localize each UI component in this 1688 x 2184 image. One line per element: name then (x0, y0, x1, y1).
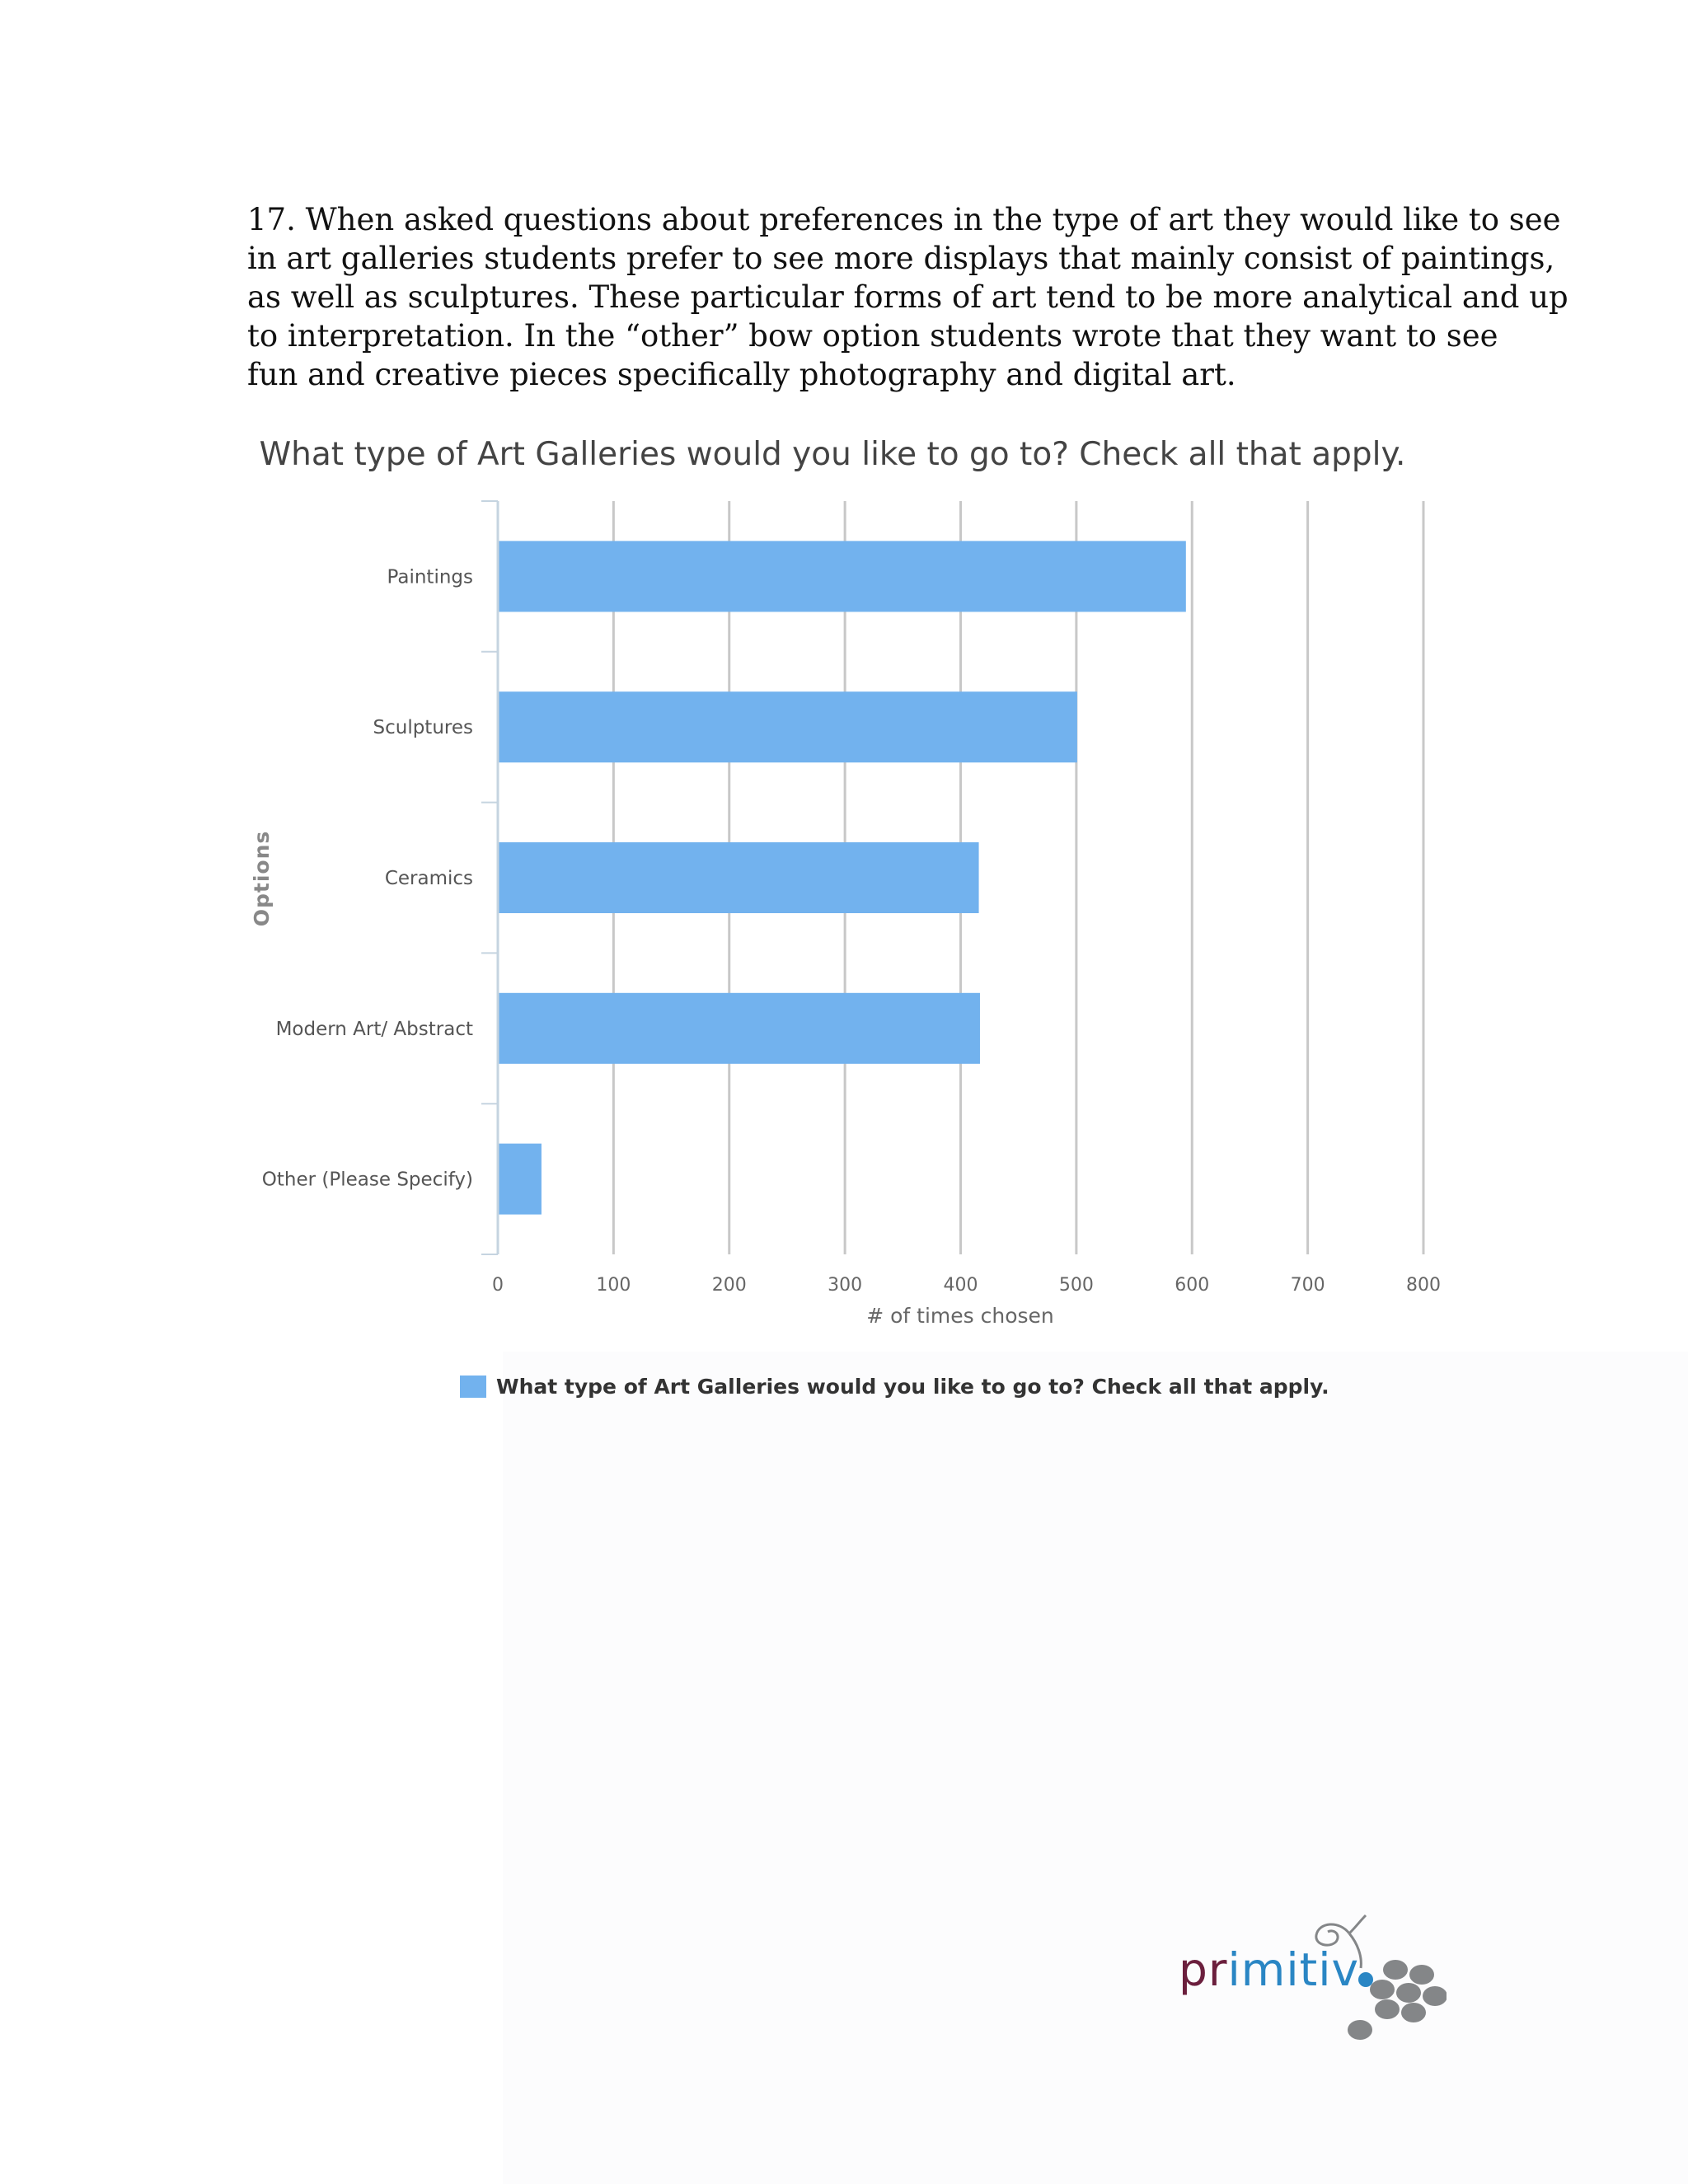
grape-icon (1401, 2003, 1426, 2022)
bar (499, 842, 979, 913)
grape-icon (1348, 2020, 1372, 2040)
logo-text-part2: imitiv (1227, 1943, 1360, 1996)
x-tick-label: 200 (711, 1275, 747, 1296)
grape-icon (1409, 1965, 1434, 1985)
logo-dot-icon (1358, 1972, 1373, 1987)
bar (499, 1144, 542, 1215)
grape-icon (1370, 1980, 1395, 1999)
x-tick-label: 800 (1406, 1275, 1441, 1296)
paragraph-line: to interpretation. In the “other” bow option students wrote that they want to see (247, 318, 1498, 354)
swirl-icon (1316, 1924, 1349, 1945)
bar (499, 691, 1077, 762)
category-label: Ceramics (384, 868, 473, 889)
grape-icon (1396, 1983, 1421, 2003)
chart-axes (481, 501, 498, 1254)
x-tick-label: 700 (1290, 1275, 1325, 1296)
x-tick-label: 600 (1175, 1275, 1210, 1296)
paragraph-line: as well as sculptures. These particular forms of art tend to be more analytical and up (247, 279, 1568, 315)
grape-icon (1423, 1986, 1447, 2006)
x-axis-title: # of times chosen (866, 1304, 1054, 1328)
category-label: Paintings (387, 566, 473, 588)
paragraph-line: in art galleries students prefer to see more displays that mainly consist of paintings, (247, 241, 1555, 276)
chart-title: What type of Art Galleries would you like to go to? Check all that apply. (259, 436, 1406, 473)
page-background-shade (503, 1352, 1688, 2184)
x-tick-label: 0 (492, 1275, 504, 1296)
x-tick-label: 100 (596, 1275, 631, 1296)
primitivo-logo (1175, 1910, 1447, 2042)
x-tick-label: 500 (1058, 1275, 1094, 1296)
bar (499, 541, 1186, 612)
chart-bars (499, 541, 1186, 1214)
bar (499, 993, 980, 1064)
chart-legend[interactable] (460, 1375, 1329, 1399)
paragraph-line: 17. When asked questions about preferences in the type of art they would like to see (247, 202, 1561, 237)
x-tick-label: 300 (828, 1275, 863, 1296)
grape-icon (1375, 1999, 1400, 2019)
grape-icon (1383, 1960, 1408, 1980)
paragraph-line: fun and creative pieces specifically photography and digital art. (247, 357, 1236, 392)
logo-text-part1: pr (1179, 1943, 1228, 1996)
y-axis-title: Options (250, 830, 274, 927)
chart-labels (262, 566, 1441, 1296)
legend-label: What type of Art Galleries would you like to go to? Check all that apply. (496, 1375, 1329, 1399)
category-label: Modern Art/ Abstract (275, 1018, 473, 1040)
logo-wordmark (1179, 1943, 1359, 1996)
legend-swatch (460, 1376, 486, 1398)
category-label: Other (Please Specify) (261, 1169, 473, 1191)
category-label: Sculptures (373, 717, 473, 739)
x-tick-label: 400 (943, 1275, 978, 1296)
